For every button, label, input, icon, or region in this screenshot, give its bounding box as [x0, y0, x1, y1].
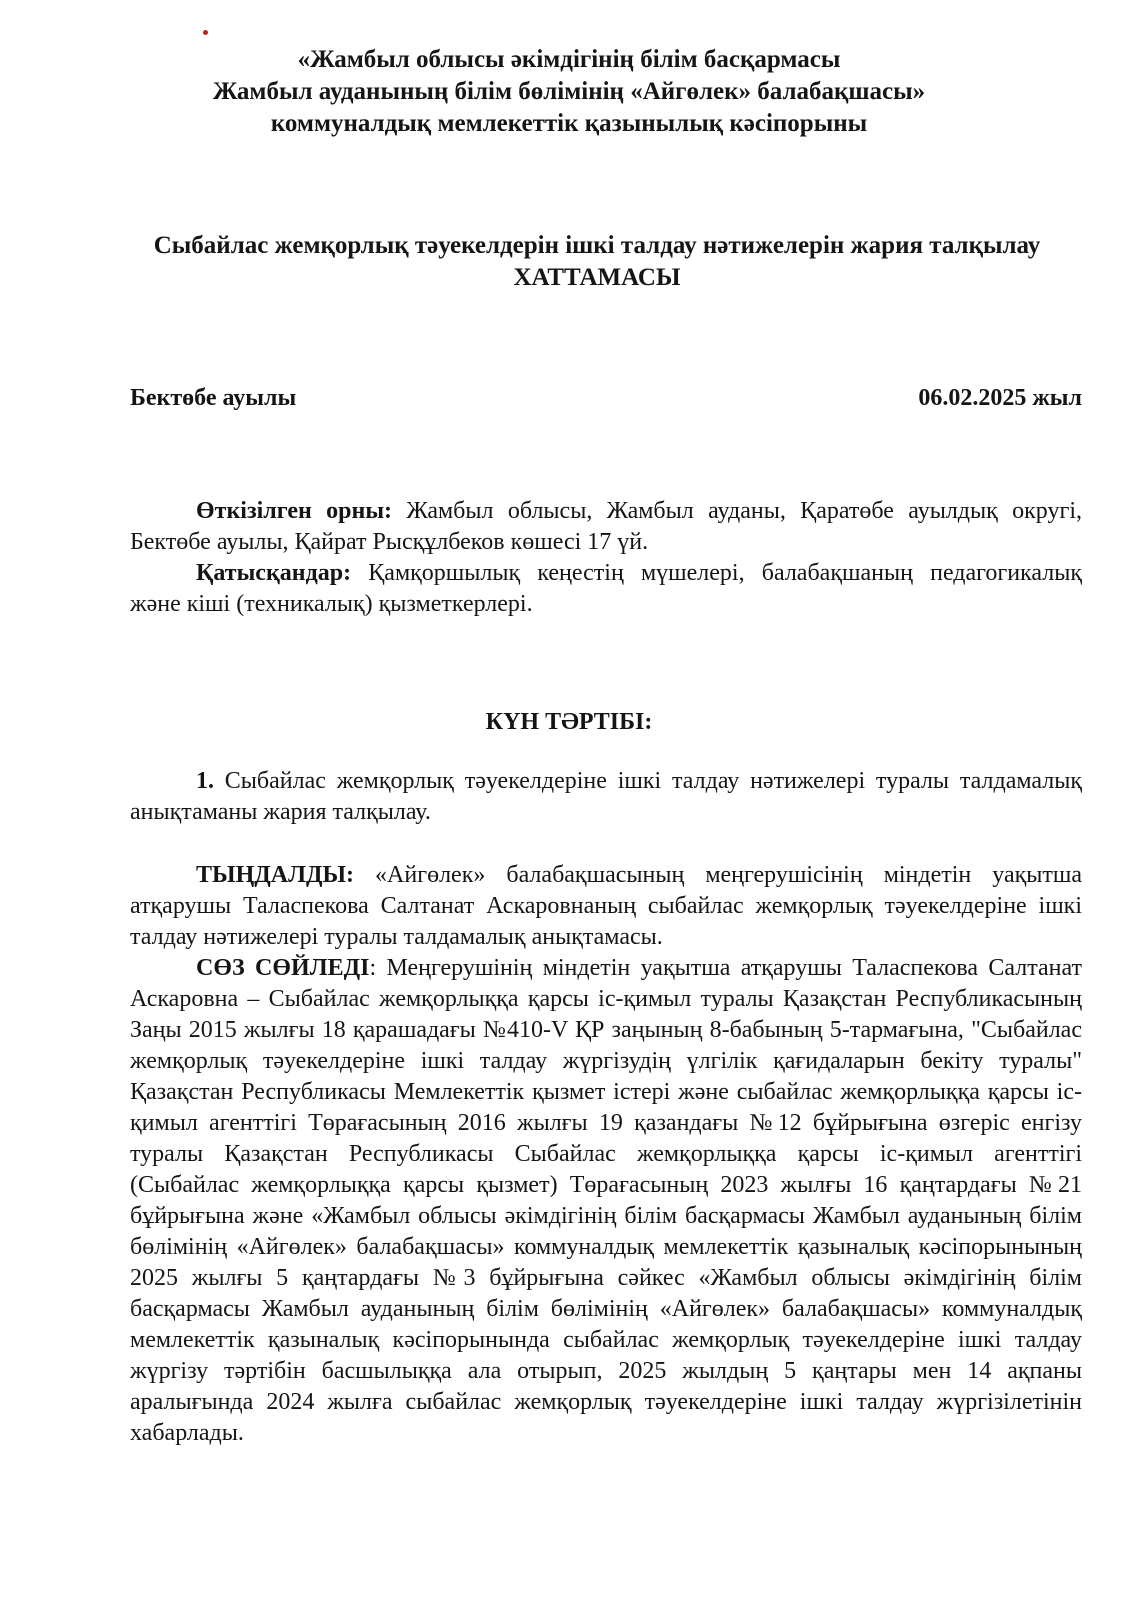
- minutes-body: [130, 860, 1082, 1449]
- venue-text: Жамбыл облысы, Жамбыл ауданы, Қаратөбе ауылдық округі, Бектөбе ауылы, Қайрат Рысқұлбеков көшесі 17 үй.: [130, 498, 1082, 555]
- agenda-item-number: 1.: [196, 768, 214, 794]
- heard-paragraph: [130, 860, 1082, 953]
- document-title: [100, 230, 1094, 294]
- header-line-1: «Жамбыл облысы әкімдігінің білім басқармасы: [297, 46, 841, 73]
- spoke-label: СӨЗ СӨЙЛЕДІ: [196, 955, 370, 981]
- participants-label: Қатысқандар:: [196, 560, 352, 586]
- location-text: Бектөбе ауылы: [130, 385, 297, 411]
- heard-text: «Айгөлек» балабақшасының меңгерушісінің міндетін уақытша атқарушы Таласпекова Салтанат Аскаровнаның сыбайлас жемқорлық тәуекелдеріне ішкі талдау нәтижелері туралы талдамалық анықтамасы.: [130, 862, 1082, 950]
- organization-header: [0, 44, 1138, 140]
- agenda-heading: КҮН ТӘРТІБІ:: [485, 709, 653, 735]
- participants-paragraph: [130, 558, 1082, 620]
- ink-speck: [203, 30, 208, 35]
- agenda-list: [130, 766, 1082, 828]
- venue-label: Өткізілген орны:: [196, 498, 393, 524]
- heard-label: ТЫҢДАЛДЫ:: [196, 862, 355, 888]
- spoke-text: : Меңгерушінің міндетін уақытша атқарушы Таласпекова Салтанат Аскаровна – Сыбайлас жемқорлыққа қарсы іс-қимыл туралы Қазақстан Республикасының Заңы 2015 жылғы 18 қарашадағы №410-V ҚР заңының 8-бабының 5-тармағына, "Сыбайлас жемқорлық тәуекелдеріне ішкі талдау жүргізудің үлгілік қағидаларын бекіту туралы" Қазақстан Республикасы Мемлекеттік қызмет істері және сыбайлас жемқорлыққа қарсы іс-қимыл агенттігі Төрағасының 2016 жылғы 19 қазандағы №12 бұйрығына өзгеріс енгізу туралы Қазақстан Республикасы Сыбайлас жемқорлыққа қарсы іс-қимыл агенттігі (Сыбайлас жемқорлыққа қарсы қызмет) Төрағасының 2023 жылғы 16 қаңтардағы №21 бұйрығына және «Жамбыл облысы әкімдігінің білім басқармасы Жамбыл ауданының білім бөлімінің «Айгөлек» балабақшасы» коммуналдық мемлекеттік қазыналық кәсіпорынының 2025 жылғы 5 қаңтардағы №3 бұйрығына сәйкес «Жамбыл облысы әкімдігінің білім басқармасы Жамбыл ауданының білім бөлімінің «Айгөлек» балабақшасы» коммуналдық мемлекеттік қазыналық кәсіпорынында сыбайлас жемқорлық тәуекелдеріне ішкі талдау жүргізу тәртібін басшылыққа ала отырып, 2025 жылдың 5 қаңтары мен 14 ақпаны аралығында 2024 жылға сыбайлас жемқорлық тәуекелдеріне ішкі талдау жүргізілетінін хабарлады.: [130, 955, 1083, 1446]
- date-text: 06.02.2025 жыл: [918, 385, 1082, 411]
- header-line-3: коммуналдық мемлекеттік қазынылық кәсіпорыны: [270, 110, 868, 137]
- agenda-item: [130, 766, 1082, 828]
- meeting-details: [130, 496, 1082, 620]
- spoke-paragraph: [130, 953, 1082, 1449]
- agenda-item-text: Сыбайлас жемқорлық тәуекелдеріне ішкі талдау нәтижелері туралы талдамалық анықтаманы жария талқылау.: [130, 768, 1082, 825]
- header-line-2: Жамбыл ауданының білім бөлімінің «Айгөлек» балабақшасы»: [212, 78, 926, 105]
- venue-paragraph: [130, 496, 1082, 558]
- participants-text: Қамқоршылық кеңестің мүшелері, балабақшаның педагогикалық және кіші (техникалық) қызметкерлері.: [130, 560, 1082, 617]
- title-line-2: ХАТТАМАСЫ: [513, 264, 681, 291]
- title-line-1: Сыбайлас жемқорлық тәуекелдерін ішкі талдау нәтижелерін жария талқылау: [153, 232, 1041, 259]
